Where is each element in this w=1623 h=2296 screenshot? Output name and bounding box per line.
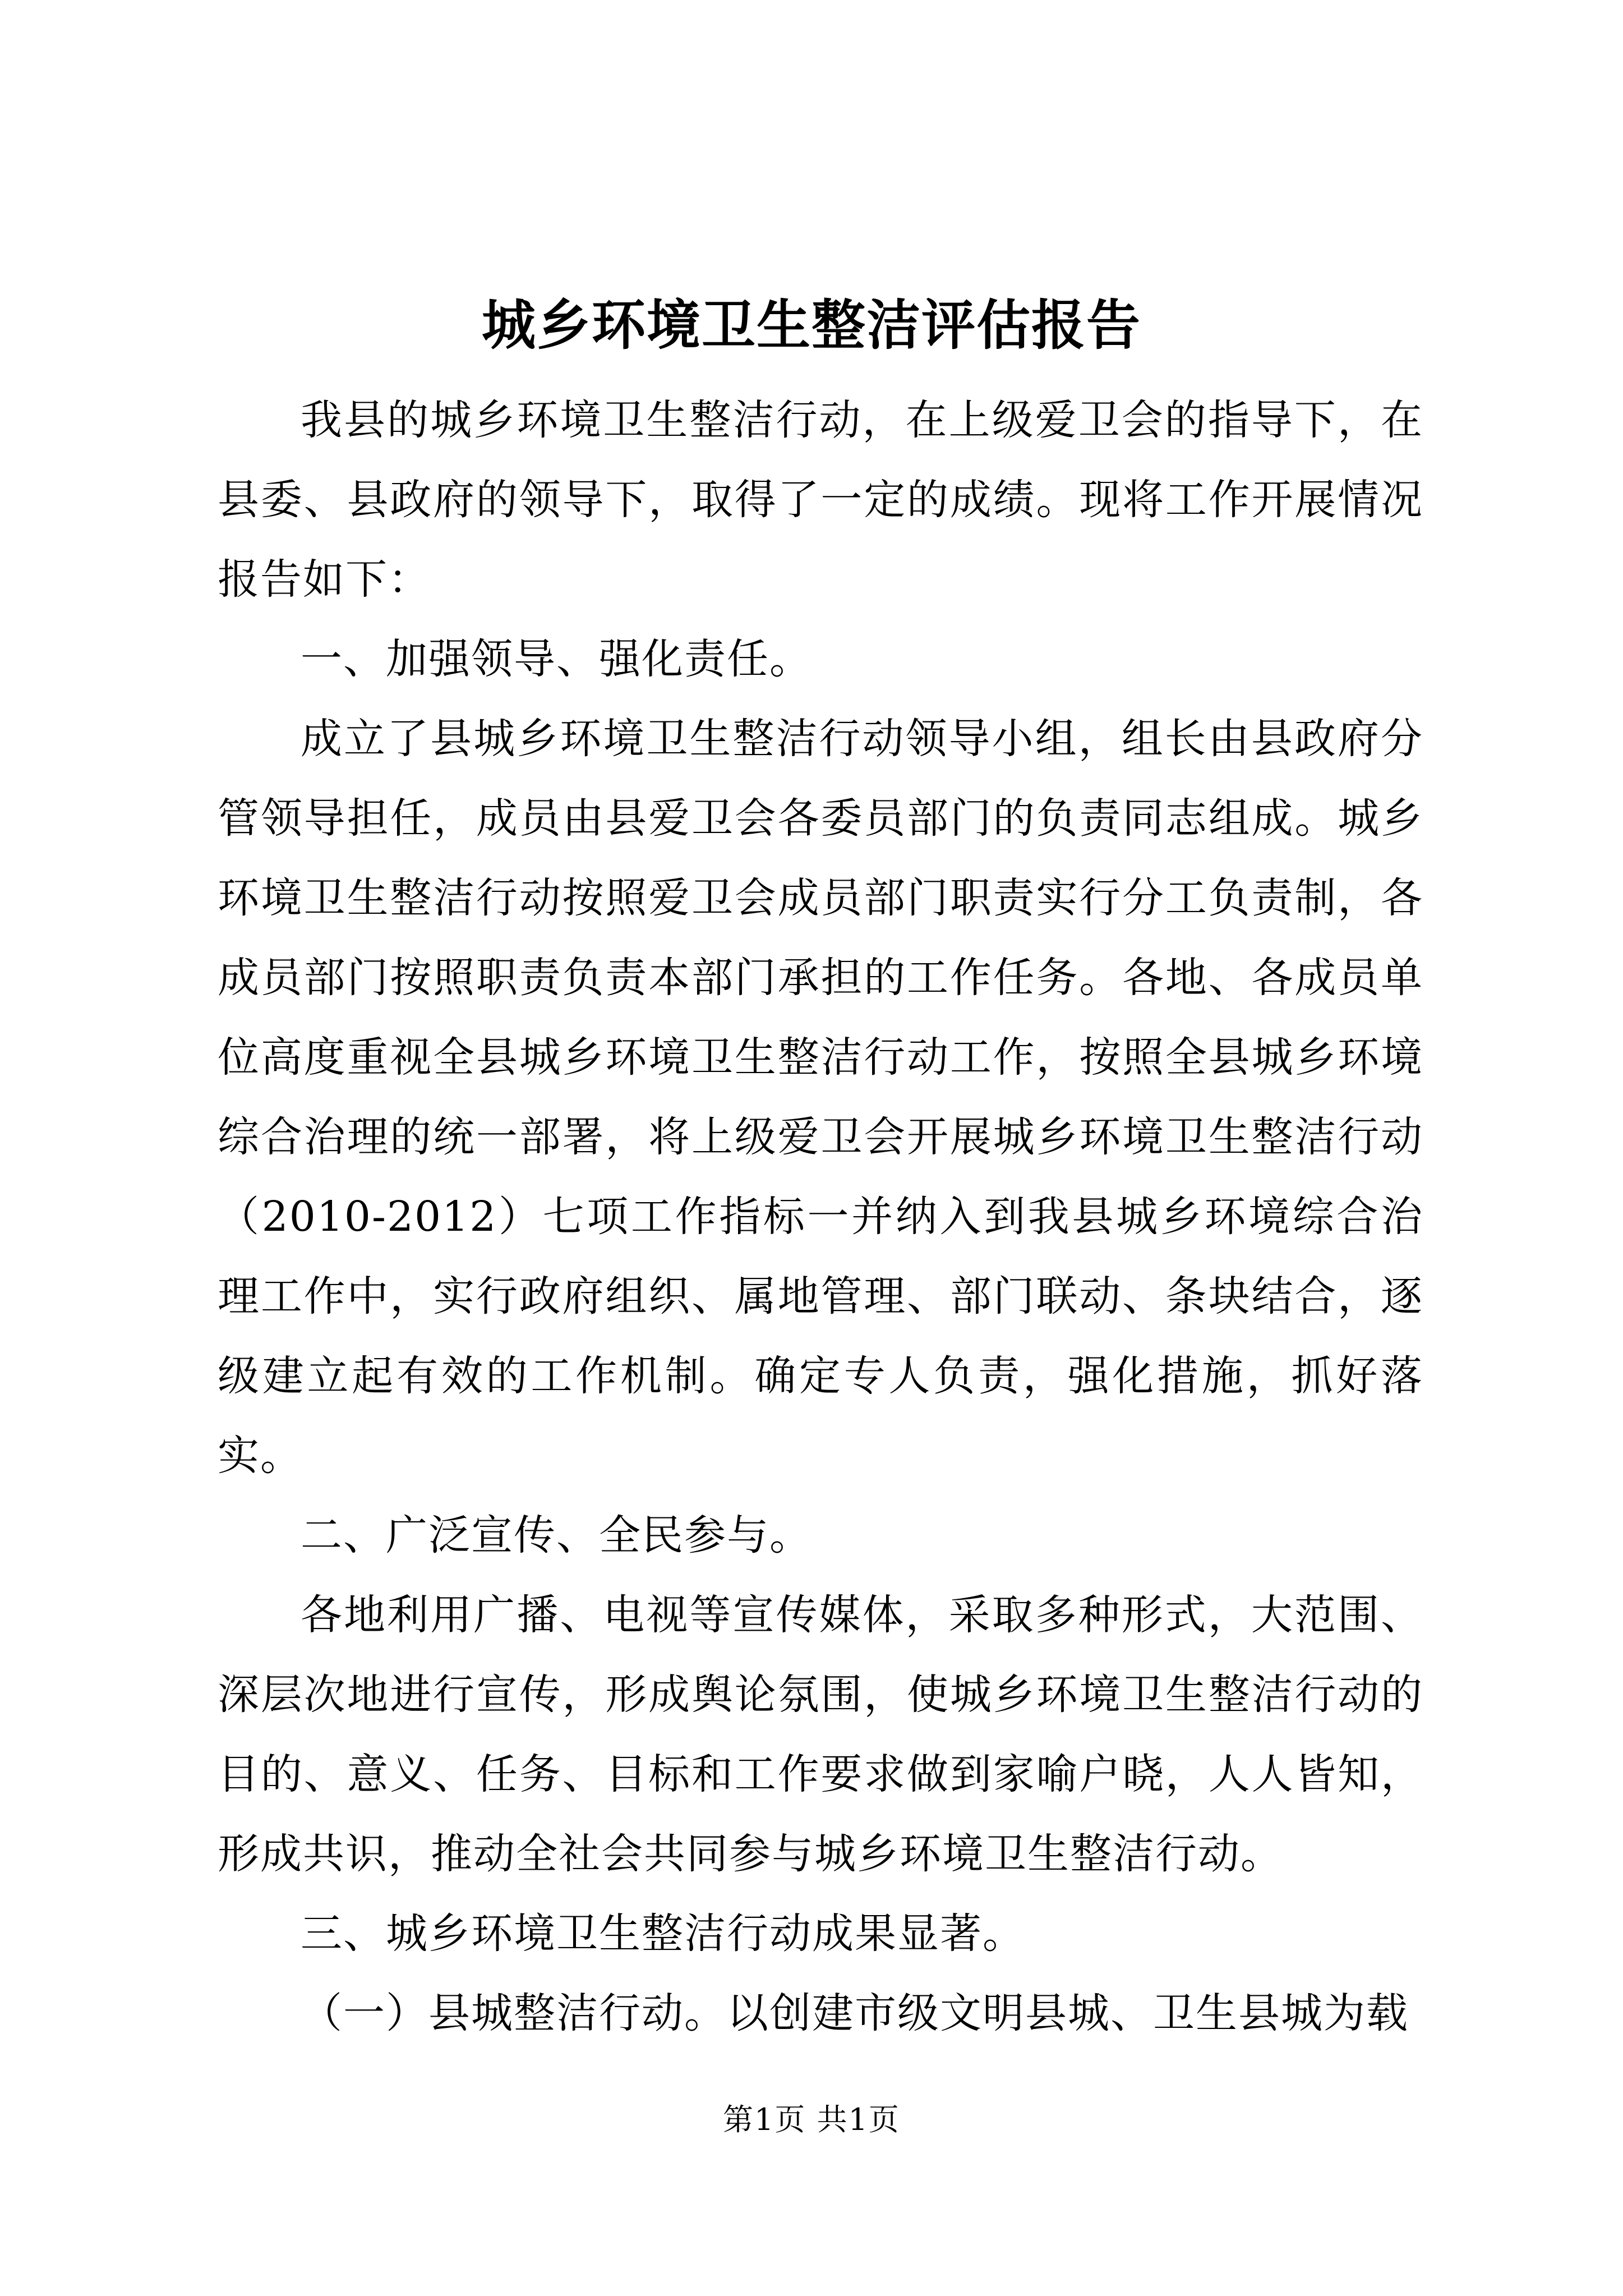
- section-heading-3: 三、城乡环境卫生整洁行动成果显著。: [301, 1910, 1025, 1958]
- document-title: 城乡环境卫生整洁评估报告: [482, 293, 1141, 357]
- document-body: [218, 380, 1423, 2053]
- section-2-paragraph: 各地利用广播、电视等宣传媒体，采取多种形式，大范围、深层次地进行宣传，形成舆论氛围，使城乡环境卫生整洁行动的目的、意义、任务、目标和工作要求做到家喻户晓，人人皆知，形成共识，推动全社会共同参与城乡环境卫生整洁行动。: [218, 1591, 1423, 1878]
- subsection-1-paragraph: （一）县城整洁行动。以创建市级文明县城、卫生县城为载: [301, 1989, 1409, 2037]
- section-heading-1: 一、加强领导、强化责任。: [301, 635, 812, 683]
- section-1-paragraph: 成立了县城乡环境卫生整洁行动领导小组，组长由县政府分管领导担任，成员由县爱卫会各委员部门的负责同志组成。城乡环境卫生整洁行动按照爱卫会成员部门职责实行分工负责制，各成员部门按照职责负责本部门承担的工作任务。各地、各成员单位高度重视全县城乡环境卫生整洁行动工作，按照全县城乡环境综合治理的统一部署，将上级爱卫会开展城乡环境卫生整洁行动（2010-2012）七项工作指标一并纳入到我县城乡环境综合治理工作中，实行政府组织、属地管理、部门联动、条块结合，逐级建立起有效的工作机制。确定专人负责，强化措施，抓好落实。: [218, 715, 1423, 1480]
- intro-paragraph: 我县的城乡环境卫生整洁行动，在上级爱卫会的指导下，在县委、县政府的领导下，取得了一定的成绩。现将工作开展情况报告如下：: [218, 396, 1423, 604]
- section-heading-2: 二、广泛宣传、全民参与。: [301, 1511, 812, 1559]
- page-footer: 第1页 共1页: [723, 2102, 900, 2137]
